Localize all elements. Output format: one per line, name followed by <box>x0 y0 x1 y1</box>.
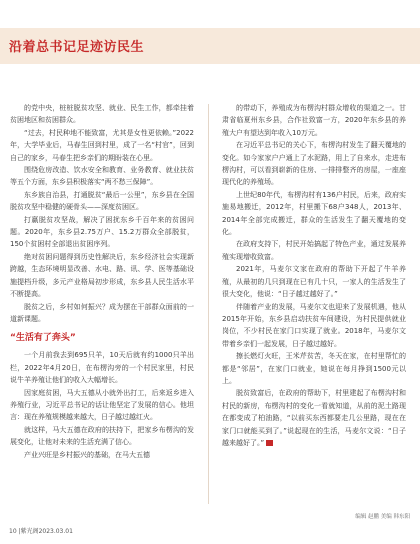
paragraph: 脱贫之后，乡村如何振兴？成为摆在干部群众面前的一道新课题。 <box>10 302 194 323</box>
paragraph: 伴随着产业的发展，马麦尔文也迎来了发展机遇，他从2015年开始，东乡县启动扶贫车间建设，为村民提供就业岗位，不少村民在家门口实现了就业。2018年，马麦尔文带着乡亲们一起发展，日子越过越好。 <box>222 302 406 348</box>
paragraph: 因家庭贫困，马大五德从小就外出打工，后来返乡进入养殖行业，习近平总书记的话让他坚定了发展的信心。他坦言：现在养殖规模越来越大，日子越过越红火。 <box>10 388 194 422</box>
paragraph: 在政府支持下，村民开始搞起了特色产业，通过发展养殖实现增收致富。 <box>222 240 406 261</box>
column-divider <box>208 104 209 504</box>
paragraph: 2021年，马麦尔文家在政府的帮助下开起了牛羊养殖，从最初的几只到现在已有几十只，一家人的生活发生了很大变化，他说：“日子越过越好了。” <box>222 265 406 299</box>
end-mark-icon <box>266 440 273 446</box>
paragraph: 擦长燃灯火旺，王米芹贫苦，冬天在家，在村里帮忙的都是“邻居”，在家门口就业，她说在每月挣到1500元以上。 <box>222 352 406 385</box>
paragraph: 的带动下，养殖成为布楞沟村群众增收的渠道之一。甘肃省临夏州东乡县，合作社致富一方，2020年东乡县的养殖大户有望达到年收入10万元。 <box>222 104 406 137</box>
paragraph: 打赢脱贫攻坚战，解决了困扰东乡千百年来的贫困问题。2020年，东乡县2.75万户、15.2万群众全部脱贫，150个贫困村全部退出贫困序列。 <box>10 215 194 249</box>
paragraph: 绝对贫困问题得到历史性解决后，东乡经济社会实现新跨越，生态环境明显改善、水电、路、讯、学、医等基础设施提档升级，多元产业格局初步形成，东乡县人民生活水平不断提高。 <box>10 252 194 299</box>
section-heading: “生活有了奔头” <box>10 333 76 344</box>
page-title: 沿着总书记足迹访民生 <box>9 40 145 55</box>
page-footer: 10 |紫光阁2023.03.01 <box>9 528 73 535</box>
paragraph: 一个月前我去到695只羊，10天后就有约1000只羊出栏，2022年4月20日，在布楞沟旁的一个村民家里，村民说牛羊养殖让他们的收入大幅增长。 <box>10 351 194 385</box>
editor-credits: 编辑 赵鹏 美编 韩东阳 <box>355 514 410 520</box>
paragraph: 在习近平总书记的关心下，布楞沟村发生了翻天覆地的变化。如今家家户户通上了水泥路，用上了自来水，走进布楞沟村，可以看到崭新的住房、一排排整齐的房屋，一座座现代化的养殖场。 <box>222 141 406 187</box>
paragraph: “过去，村民种地不能致富，尤其是女性更依赖。”2022年，大学毕业后，马春生回到村里，成了一名“村官”，回到自己的家乡，马春生把乡亲们的期盼装在心里。 <box>10 128 194 162</box>
paragraph: 产业兴旺是乡村振兴的基础，在马大五德 <box>24 450 150 459</box>
paragraph: 的党中央，桩桩脱贫攻坚、就业、民生工作，都牵挂着贫困地区和贫困群众。 <box>10 104 194 125</box>
paragraph: 上世纪80年代，布楞沟村有136户村民，后来，政府实施易地搬迁，2012年，村里搬下68户348人，2013年、2014年全部完成搬迁，群众的生活发生了翻天覆地的变化。 <box>222 190 406 237</box>
paragraph <box>222 387 406 449</box>
paragraph: 围绕危房改造、饮水安全和教育、业务教育、就业扶贫等五个方面，东乡县积极落实“两不愁三保障”。 <box>10 166 194 187</box>
left-column <box>10 102 194 461</box>
paragraph-text: 脱贫致富后，在政府的帮助下，村里建起了布楞沟村和村民的新房，布楞沟村的变化一看就知道，从前的泥土路现在都变成了柏油路，“以前买东西都要走几公里路，现在在家门口就能买到了。”说起现在的生活，马麦尔文说：“日子越来越好了。” <box>222 389 406 447</box>
paragraph: 东乡族自治县，打通脱贫“最后一公里”，东乡县在全国脱贫攻坚中稳健的硬骨头——深度贫困区。 <box>10 190 194 212</box>
right-column <box>222 102 406 449</box>
paragraph: 就这样，马大五德在政府的扶持下，把家乡布楞沟的发展变化，让他对未来的生活充满了信心。 <box>10 425 194 447</box>
